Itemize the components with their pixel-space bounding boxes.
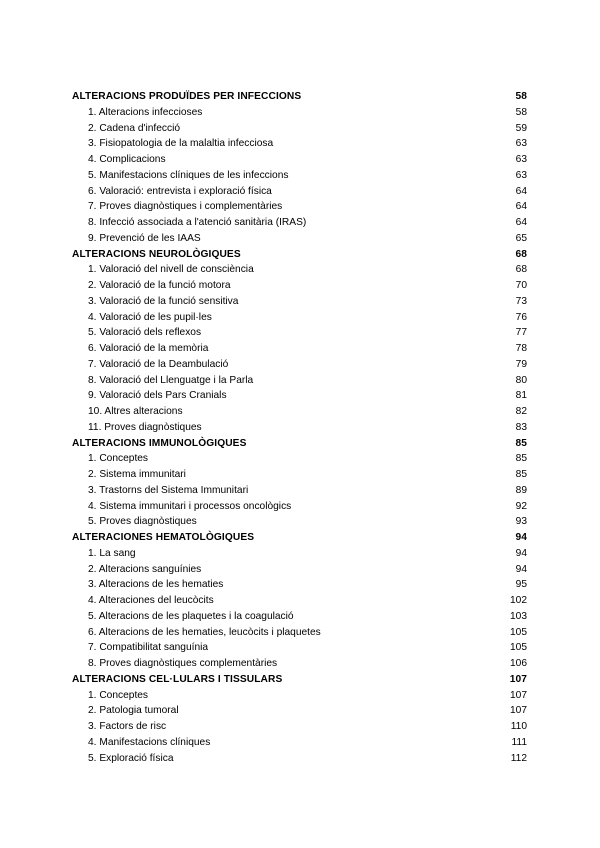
toc-entry-page-number: 110 (510, 721, 527, 732)
toc-entry (72, 136, 527, 152)
toc-section-heading-label: ALTERACIONS PRODUÏDES PER INFECCIONS (72, 91, 302, 102)
toc-section-heading-label: ALTERACIONES HEMATOLÒGIQUES (72, 532, 255, 543)
toc-entry-label: 10. Altres alteracions (88, 406, 183, 417)
toc-entry-label: 9. Prevenció de les IAAS (88, 232, 201, 244)
toc-entry-label: 6. Valoració: entrevista i exploració física (88, 185, 272, 197)
toc-entry-label: 4. Valoració de les pupil·les (88, 311, 212, 323)
toc-entry (72, 168, 527, 184)
toc-entry (72, 656, 527, 672)
toc-entry-page-number: 111 (511, 736, 527, 748)
toc-entry-label: 8. Proves diagnòstiques complementàries (88, 658, 278, 669)
toc-entry (72, 609, 527, 625)
toc-entry (72, 404, 527, 420)
toc-entry (72, 735, 527, 751)
toc-entry-label: 1. Valoració del nivell de consciència (88, 264, 254, 276)
toc-entry-page-number: 89 (515, 484, 527, 496)
toc-entry-label: 2. Cadena d'infecció (88, 122, 180, 134)
toc-entry (72, 184, 527, 200)
toc-section-heading-label: ALTERACIONS IMMUNOLÒGIQUES (72, 437, 247, 449)
toc-entry-page-number: 64 (515, 217, 527, 228)
table-of-contents (72, 89, 527, 766)
toc-entry-page-number: 63 (515, 169, 527, 181)
toc-entry-page-number: 103 (510, 610, 527, 622)
toc-section-heading (72, 530, 527, 546)
toc-entry (72, 310, 527, 326)
toc-entry-label: 4. Manifestacions clíniques (88, 736, 211, 748)
toc-entry-label: 1. Conceptes (88, 453, 149, 465)
toc-entry-page-number: 59 (515, 122, 527, 134)
toc-entry (72, 751, 527, 767)
toc-entry (72, 688, 527, 704)
toc-entry-label: 2. Sistema immunitari (88, 469, 186, 480)
toc-entry (72, 231, 527, 247)
toc-section-heading-page-number: 85 (515, 437, 527, 449)
toc-entry-label: 1. La sang (88, 547, 136, 559)
toc-entry-page-number: 85 (515, 453, 527, 465)
toc-section-heading (72, 436, 527, 452)
toc-entry-page-number: 70 (515, 280, 527, 291)
toc-entry (72, 215, 527, 231)
toc-section-heading-page-number: 94 (515, 532, 527, 543)
toc-section-heading (72, 672, 527, 688)
toc-entry-page-number: 83 (515, 421, 527, 433)
toc-entry-page-number: 79 (515, 358, 527, 370)
toc-entry-label: 3. Fisiopatologia de la malaltia infecciosa (88, 138, 274, 150)
toc-entry-page-number: 95 (515, 579, 527, 591)
toc-entry-page-number: 94 (515, 563, 527, 575)
toc-entry-label: 8. Valoració del Llenguatge i la Parla (88, 374, 254, 386)
toc-entry-page-number: 106 (510, 658, 527, 669)
toc-entry-page-number: 63 (515, 138, 527, 150)
toc-entry-label: 7. Valoració de la Deambulació (88, 358, 229, 370)
toc-entry (72, 373, 527, 389)
toc-entry (72, 467, 527, 483)
toc-entry-page-number: 65 (515, 232, 527, 244)
toc-entry-label: 9. Valoració dels Pars Cranials (88, 390, 227, 402)
toc-entry (72, 499, 527, 515)
toc-entry (72, 294, 527, 310)
toc-entry-label: 11. Proves diagnòstiques (88, 421, 202, 433)
toc-entry-label: 3. Alteracions de les hematies (88, 579, 224, 591)
toc-entry-page-number: 80 (515, 374, 527, 386)
toc-entry (72, 703, 527, 719)
toc-entry-label: 8. Infecció associada a l'atenció sanitària (IRAS) (88, 217, 307, 228)
toc-entry-label: 6. Alteracions de les hematies, leucòcits i plaquetes (88, 626, 321, 638)
toc-entry (72, 121, 527, 137)
toc-entry-page-number: 58 (515, 106, 527, 118)
toc-entry-label: 3. Trastorns del Sistema Immunitari (88, 484, 249, 496)
toc-entry-page-number: 93 (515, 516, 527, 528)
toc-entry-page-number: 78 (515, 343, 527, 354)
toc-entry-label: 3. Valoració de la funció sensitiva (88, 295, 239, 307)
toc-entry (72, 625, 527, 641)
toc-entry-page-number: 64 (515, 201, 527, 213)
toc-entry-label: 5. Manifestacions clíniques de les infeccions (88, 169, 289, 181)
toc-entry-label: 4. Alteraciones del leucòcits (88, 595, 214, 606)
toc-entry (72, 152, 527, 168)
toc-entry (72, 199, 527, 215)
toc-entry (72, 341, 527, 357)
toc-entry-page-number: 77 (515, 327, 527, 339)
toc-entry (72, 483, 527, 499)
toc-entry (72, 420, 527, 436)
toc-entry (72, 514, 527, 530)
toc-entry-page-number: 82 (515, 406, 527, 417)
toc-entry-page-number: 92 (515, 500, 527, 512)
toc-entry (72, 546, 527, 562)
toc-section-heading-page-number: 58 (515, 91, 527, 102)
toc-entry (72, 640, 527, 656)
toc-entry-page-number: 64 (515, 185, 527, 197)
toc-entry-page-number: 81 (515, 390, 527, 402)
toc-entry (72, 105, 527, 121)
toc-section-heading-label: ALTERACIONS NEUROLÒGIQUES (72, 248, 241, 260)
toc-entry (72, 593, 527, 609)
toc-entry-page-number: 94 (515, 547, 527, 559)
toc-entry-label: 2. Alteracions sanguínies (88, 563, 202, 575)
toc-entry (72, 357, 527, 373)
toc-entry (72, 278, 527, 294)
toc-entry-page-number: 68 (515, 264, 527, 276)
toc-entry (72, 451, 527, 467)
toc-entry-label: 2. Patologia tumoral (88, 705, 179, 717)
toc-section-heading-page-number: 107 (509, 673, 527, 685)
toc-entry-page-number: 73 (515, 295, 527, 307)
toc-entry-page-number: 105 (510, 642, 527, 654)
toc-entry-label: 1. Conceptes (88, 689, 149, 701)
toc-entry-label: 5. Alteracions de les plaquetes i la coagulació (88, 610, 294, 622)
toc-section-heading (72, 247, 527, 263)
toc-entry-page-number: 105 (510, 626, 527, 638)
toc-entry-page-number: 112 (510, 752, 527, 764)
toc-entry-page-number: 85 (515, 469, 527, 480)
toc-entry-label: 5. Proves diagnòstiques (88, 516, 197, 528)
toc-entry (72, 325, 527, 341)
toc-entry (72, 388, 527, 404)
toc-entry-label: 7. Proves diagnòstiques i complementàries (88, 201, 283, 213)
toc-section-heading-page-number: 68 (515, 248, 527, 260)
toc-entry-page-number: 102 (510, 595, 527, 606)
toc-entry (72, 577, 527, 593)
toc-section-heading (72, 89, 527, 105)
toc-entry-page-number: 107 (510, 689, 527, 701)
toc-entry-label: 4. Sistema immunitari i processos oncològics (88, 500, 292, 512)
toc-entry-label: 4. Complicacions (88, 154, 166, 165)
toc-entry-page-number: 76 (515, 311, 527, 323)
toc-entry-label: 6. Valoració de la memòria (88, 343, 209, 354)
toc-entry-label: 5. Exploració física (88, 752, 174, 764)
toc-entry-label: 7. Compatibilitat sanguínia (88, 642, 209, 654)
toc-entry (72, 562, 527, 578)
toc-entry-label: 3. Factors de risc (88, 721, 167, 732)
toc-section-heading-label: ALTERACIONS CEL·LULARS I TISSULARS (72, 673, 283, 685)
toc-entry-label: 2. Valoració de la funció motora (88, 280, 231, 291)
toc-entry-label: 1. Alteracions infeccioses (88, 106, 203, 118)
toc-entry-page-number: 107 (510, 705, 527, 717)
toc-entry-page-number: 63 (515, 154, 527, 165)
toc-entry (72, 262, 527, 278)
toc-entry (72, 719, 527, 735)
toc-entry-label: 5. Valoració dels reflexos (88, 327, 202, 339)
